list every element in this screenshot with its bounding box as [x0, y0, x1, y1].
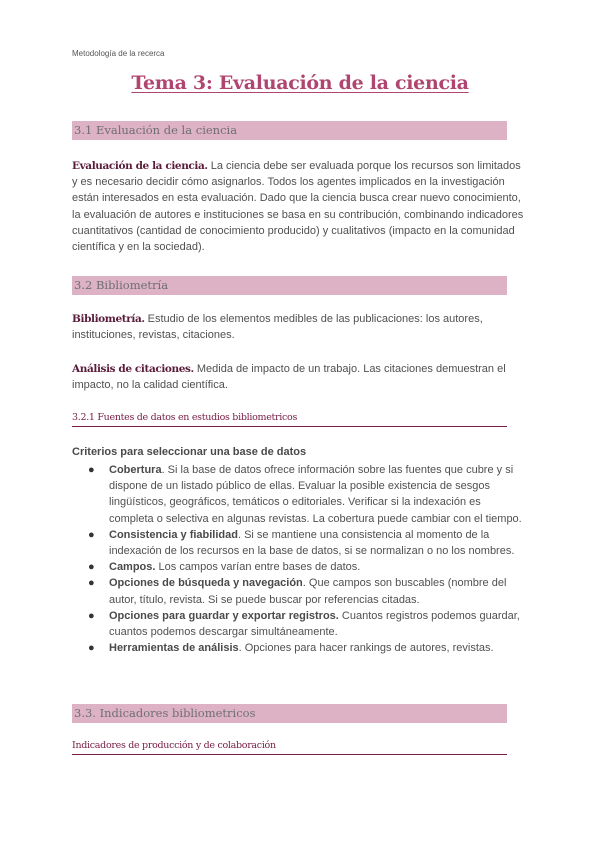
paragraph-evaluacion	[72, 158, 528, 255]
bullet-icon: ●	[88, 528, 95, 541]
paragraph-lead: Evaluación de la ciencia.	[72, 160, 208, 172]
criteria-list	[72, 462, 528, 656]
document-title: Tema 3: Evaluación de la ciencia	[131, 72, 469, 94]
bullet-icon: ●	[88, 609, 95, 622]
paragraph-lead: Bibliometría.	[72, 313, 145, 325]
bullet-icon: ●	[88, 577, 95, 590]
subsection-heading-produccion: Indicadores de producción y de colaboración	[72, 739, 507, 755]
list-item-term: Opciones para guardar y exportar registros.	[109, 609, 339, 622]
running-header: Metodología de la recerca	[72, 49, 165, 58]
bullet-icon: ●	[88, 561, 95, 574]
list-item-text: Los campos varían entre bases de datos.	[155, 561, 361, 574]
list-item	[72, 527, 528, 559]
paragraph-text: Medida de impacto de un trabajo. Las citaciones demuestran el impacto, no la calidad científica.	[72, 363, 506, 392]
list-item-term: Herramientas de análisis	[109, 642, 239, 655]
list-item-text: . Si se mantiene una consistencia al momento de la indexación de los recursos en la base de datos, si se normalizan o no los nombres.	[109, 528, 515, 558]
paragraph-bibliometria	[72, 311, 528, 343]
list-item	[72, 575, 528, 607]
list-item	[72, 462, 528, 527]
bullet-icon: ●	[88, 642, 95, 655]
list-item-term: Cobertura	[109, 464, 162, 476]
list-item-text: . Opciones para hacer rankings de autores, revistas.	[238, 642, 494, 655]
section-heading-3-2: 3.2 Bibliometría	[72, 276, 507, 295]
list-item	[72, 640, 528, 656]
bullet-icon: ●	[88, 464, 95, 476]
list-item	[72, 608, 528, 640]
section-heading-3-1: 3.1 Evaluación de la ciencia	[72, 121, 507, 140]
list-item-term: Opciones de búsqueda y navegación	[109, 577, 303, 590]
list-item-text: . Si la base de datos ofrece información sobre las fuentes que cubre y si dispone de un listado público de ellas. Evaluar la posible existencia de sesgos lingüísticos, geográficos, temáticos o editoriales. Verificar si la indexación es completa o selectiva en algunas revistas. La cobertura puede cambiar con el tiempo.	[109, 464, 522, 525]
list-item-text: . Que campos son buscables (nombre del autor, título, revista. Si se puede buscar por referencias citadas.	[109, 577, 507, 606]
list-item-text: Cuantos registros podemos guardar, cuantos podemos descargar simultáneamente.	[109, 609, 520, 639]
paragraph-analisis-citaciones	[72, 361, 528, 393]
paragraph-text: La ciencia debe ser evaluada porque los recursos son limitados y es necesario decidir cómo asignarlos. Todos los agentes implicados en la investigación están interesados en esta evaluación. Dado que la ciencia busca crear nuevo conocimiento, la evaluación de autores e instituciones se basa en su contribución, combinando indicadores cuantitativos (cantidad de conocimiento producido) y cualitativos (impacto en la comunidad científica y en la sociedad).	[72, 160, 524, 254]
paragraph-lead: Análisis de citaciones.	[72, 363, 194, 375]
list-item	[72, 559, 528, 575]
section-heading-3-3: 3.3. Indicadores bibliometricos	[72, 704, 507, 723]
criteria-heading: Criterios para seleccionar una base de datos	[72, 446, 307, 458]
list-item-term: Campos.	[109, 561, 156, 574]
list-item-term: Consistencia y fiabilidad	[109, 528, 238, 541]
paragraph-text: Estudio de los elementos medibles de las publicaciones: los autores, instituciones, revistas, citaciones.	[72, 313, 483, 342]
subsection-heading-3-2-1: 3.2.1 Fuentes de datos en estudios bibliometricos	[72, 411, 507, 427]
